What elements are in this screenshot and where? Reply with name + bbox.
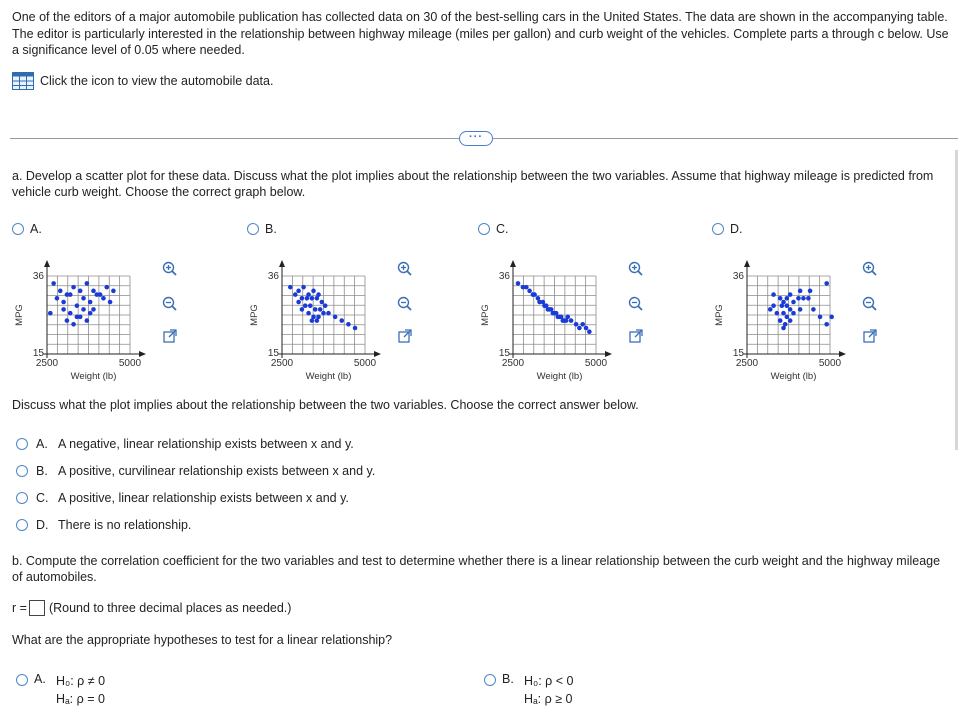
hyp-null: H₀: ρ ≠ 0 — [56, 674, 106, 688]
data-point — [771, 303, 776, 308]
data-point — [303, 303, 308, 308]
hyp-option-b[interactable] — [484, 672, 573, 708]
data-point — [353, 326, 358, 331]
data-point — [71, 322, 76, 327]
data-point — [95, 292, 100, 297]
data-point — [798, 307, 803, 312]
data-point — [516, 281, 521, 286]
data-point — [75, 303, 80, 308]
data-point — [101, 296, 106, 301]
data-point — [88, 311, 93, 316]
data-point — [808, 289, 813, 294]
data-point — [829, 315, 834, 320]
data-point — [311, 289, 316, 294]
data-point — [300, 307, 305, 312]
y-axis-arrow — [279, 260, 285, 267]
data-point — [318, 307, 323, 312]
hyp-option-a[interactable] — [16, 672, 105, 708]
data-point — [308, 303, 313, 308]
hyp-null: H₀: ρ < 0 — [524, 674, 574, 688]
answer-letter: A. — [36, 437, 48, 451]
scatter-plot — [712, 236, 927, 386]
expand-icon[interactable] — [630, 330, 642, 342]
data-point — [768, 307, 773, 312]
data-point — [780, 303, 785, 308]
data-point — [333, 315, 338, 320]
zoom-in-icon[interactable] — [164, 263, 177, 276]
data-point — [339, 318, 344, 323]
answer-option-c[interactable] — [16, 491, 349, 505]
y-tick-label: 15 — [267, 348, 279, 359]
data-point — [775, 311, 780, 316]
y-axis-label: MPG — [14, 304, 25, 326]
scatter-plot — [247, 236, 462, 386]
data-point — [323, 303, 328, 308]
expand-icon[interactable] — [164, 330, 176, 342]
data-point — [296, 289, 301, 294]
plot-grid — [47, 276, 130, 354]
data-point — [565, 315, 570, 320]
data-point — [306, 311, 311, 316]
data-point — [811, 307, 816, 312]
answer-letter: B. — [36, 464, 48, 478]
data-point — [78, 289, 83, 294]
data-point — [78, 315, 83, 320]
radio-graph-c[interactable] — [478, 223, 490, 235]
data-point — [778, 296, 783, 301]
zoom-out-icon[interactable] — [164, 298, 177, 311]
data-point — [788, 307, 793, 312]
radio-answer-b[interactable] — [16, 465, 28, 477]
r-answer-row — [12, 600, 291, 616]
graph-option-b[interactable] — [247, 222, 462, 386]
y-tick-label: 36 — [498, 271, 510, 282]
r-input[interactable] — [29, 600, 45, 616]
data-point — [61, 300, 66, 305]
data-point — [104, 285, 109, 290]
data-point — [108, 300, 113, 305]
answer-letter: D. — [36, 518, 49, 532]
data-point — [301, 285, 306, 290]
data-point — [111, 289, 116, 294]
hypotheses-prompt: What are the appropriate hypotheses to test for a linear relationship? — [12, 633, 393, 647]
data-point — [532, 292, 537, 297]
graph-option-d[interactable] — [712, 222, 927, 386]
x-axis-label: Weight (lb) — [770, 371, 817, 382]
data-point — [65, 318, 70, 323]
radio-graph-a[interactable] — [12, 223, 24, 235]
graph-option-label: B. — [265, 222, 277, 236]
data-point — [305, 296, 310, 301]
data-point — [58, 289, 63, 294]
data-point — [85, 281, 90, 286]
data-point — [346, 322, 351, 327]
y-axis-arrow — [510, 260, 516, 267]
y-tick-label: 36 — [267, 271, 279, 282]
zoom-out-icon[interactable] — [630, 298, 643, 311]
y-axis-arrow — [44, 260, 50, 267]
y-axis-label: MPG — [249, 304, 260, 326]
data-point — [781, 311, 786, 316]
data-point — [326, 311, 331, 316]
x-tick-label: 5000 — [353, 358, 377, 369]
radio-answer-a[interactable] — [16, 438, 28, 450]
expand-icon[interactable] — [864, 330, 876, 342]
data-link-row[interactable] — [12, 72, 273, 90]
y-tick-label: 15 — [732, 348, 744, 359]
data-point — [587, 329, 592, 334]
hyp-letter: A. — [34, 672, 46, 686]
part-b-prompt: b. Compute the correlation coefficient for the two variables and test to determine whether there is a linear relationship between the curb weight and the highway mileage of automobiles. — [12, 554, 941, 584]
scatter-plot — [12, 236, 227, 386]
data-point — [788, 292, 793, 297]
answer-option-b[interactable] — [16, 464, 375, 478]
x-axis-label: Weight (lb) — [70, 371, 117, 382]
data-point — [81, 296, 86, 301]
discuss-prompt: Discuss what the plot implies about the relationship between the two variables. Choose the correct answer below. — [12, 398, 639, 412]
x-axis-label: Weight (lb) — [305, 371, 352, 382]
hyp-alt: Hₐ: ρ = 0 — [56, 692, 105, 706]
data-point — [771, 292, 776, 297]
radio-graph-d[interactable] — [712, 223, 724, 235]
data-point — [824, 322, 829, 327]
data-point — [584, 326, 589, 331]
answer-letter: C. — [36, 491, 49, 505]
data-point — [796, 296, 801, 301]
x-axis-arrow — [374, 351, 381, 357]
data-point — [527, 289, 532, 294]
data-point — [51, 281, 56, 286]
data-point — [818, 315, 823, 320]
scatter-plot — [478, 236, 693, 386]
x-tick-label: 2500 — [501, 358, 525, 369]
graph-option-a[interactable] — [12, 222, 227, 386]
data-point — [71, 285, 76, 290]
data-point — [778, 318, 783, 323]
x-axis-arrow — [839, 351, 846, 357]
plot-grid — [747, 276, 830, 354]
data-point — [313, 307, 318, 312]
part-a-prompt: a. Develop a scatter plot for these data. Discuss what the plot implies about the relationship between the two variables. Assume that highway mileage is predicted from vehicle curb weight. Choose the correct graph below. — [12, 169, 934, 199]
data-point — [91, 307, 96, 312]
data-point — [310, 296, 315, 301]
data-point — [315, 296, 320, 301]
radio-answer-c[interactable] — [16, 492, 28, 504]
radio-answer-d[interactable] — [16, 519, 28, 531]
data-point — [574, 322, 579, 327]
data-point — [320, 300, 325, 305]
x-tick-label: 5000 — [118, 358, 142, 369]
y-tick-label: 15 — [32, 348, 44, 359]
zoom-out-icon[interactable] — [399, 298, 412, 311]
x-tick-label: 2500 — [35, 358, 59, 369]
data-point — [296, 300, 301, 305]
data-point — [81, 307, 86, 312]
answer-text: There is no relationship. — [58, 518, 192, 532]
hyp-alt: Hₐ: ρ ≥ 0 — [524, 692, 573, 706]
data-point — [68, 292, 73, 297]
data-point — [801, 296, 806, 301]
expand-icon[interactable] — [399, 330, 411, 342]
r-label: r = — [12, 601, 27, 615]
data-point — [68, 311, 73, 316]
zoom-in-icon[interactable] — [399, 263, 412, 276]
x-tick-label: 5000 — [584, 358, 608, 369]
x-tick-label: 2500 — [735, 358, 759, 369]
answer-option-d[interactable] — [16, 518, 191, 532]
data-point — [791, 311, 796, 316]
data-point — [288, 285, 293, 290]
data-point — [524, 285, 529, 290]
data-point — [85, 318, 90, 323]
y-tick-label: 15 — [498, 348, 510, 359]
data-point — [806, 296, 811, 301]
x-axis-arrow — [605, 351, 612, 357]
y-tick-label: 36 — [32, 271, 44, 282]
data-point — [798, 289, 803, 294]
data-point — [577, 326, 582, 331]
y-axis-label: MPG — [714, 304, 725, 326]
y-axis-label: MPG — [480, 304, 491, 326]
data-point — [788, 318, 793, 323]
x-axis-arrow — [139, 351, 146, 357]
data-point — [824, 281, 829, 286]
answer-option-a[interactable] — [16, 437, 354, 451]
radio-hyp-a[interactable] — [16, 674, 28, 686]
zoom-in-icon[interactable] — [630, 263, 643, 276]
data-point — [310, 318, 315, 323]
r-note: (Round to three decimal places as needed.) — [48, 601, 292, 615]
zoom-in-icon[interactable] — [864, 263, 877, 276]
x-tick-label: 5000 — [818, 358, 842, 369]
data-point — [300, 296, 305, 301]
data-point — [293, 292, 298, 297]
answer-text: A negative, linear relationship exists between x and y. — [58, 437, 354, 451]
data-point — [61, 307, 66, 312]
zoom-out-icon[interactable] — [864, 298, 877, 311]
x-tick-label: 2500 — [270, 358, 294, 369]
data-point — [315, 318, 320, 323]
graph-option-label: D. — [730, 222, 743, 236]
data-point — [569, 318, 574, 323]
intro-text: One of the editors of a major automobile publication has collected data on 30 of the best-selling cars in the United States. The data are shown in the accompanying table. The editor is particularly interested in the relationship between highway mileage (miles per gallon) and curb weight of the vehicles. Complete parts a through c below. Use a significance level of 0.05 where needed. — [12, 10, 949, 57]
data-point — [55, 296, 60, 301]
data-point — [321, 311, 326, 316]
data-point — [48, 311, 53, 316]
answer-text: A positive, curvilinear relationship exists between x and y. — [58, 464, 376, 478]
data-link-text[interactable]: Click the icon to view the automobile data. — [40, 74, 274, 88]
radio-hyp-b[interactable] — [484, 674, 496, 686]
radio-graph-b[interactable] — [247, 223, 259, 235]
graph-option-label: A. — [30, 222, 42, 236]
data-point — [580, 322, 585, 327]
data-point — [791, 300, 796, 305]
data-point — [785, 315, 790, 320]
graph-option-label: C. — [496, 222, 509, 236]
hyp-letter: B. — [502, 672, 514, 686]
data-point — [785, 303, 790, 308]
data-point — [91, 289, 96, 294]
answer-text: A positive, linear relationship exists between x and y. — [58, 491, 349, 505]
data-point — [88, 300, 93, 305]
data-point — [781, 326, 786, 331]
data-point — [785, 296, 790, 301]
y-tick-label: 36 — [732, 271, 744, 282]
y-axis-arrow — [744, 260, 750, 267]
more-button[interactable]: ··· — [459, 131, 493, 146]
x-axis-label: Weight (lb) — [536, 371, 583, 382]
table-icon[interactable] — [12, 72, 34, 90]
graph-option-c[interactable] — [478, 222, 693, 386]
